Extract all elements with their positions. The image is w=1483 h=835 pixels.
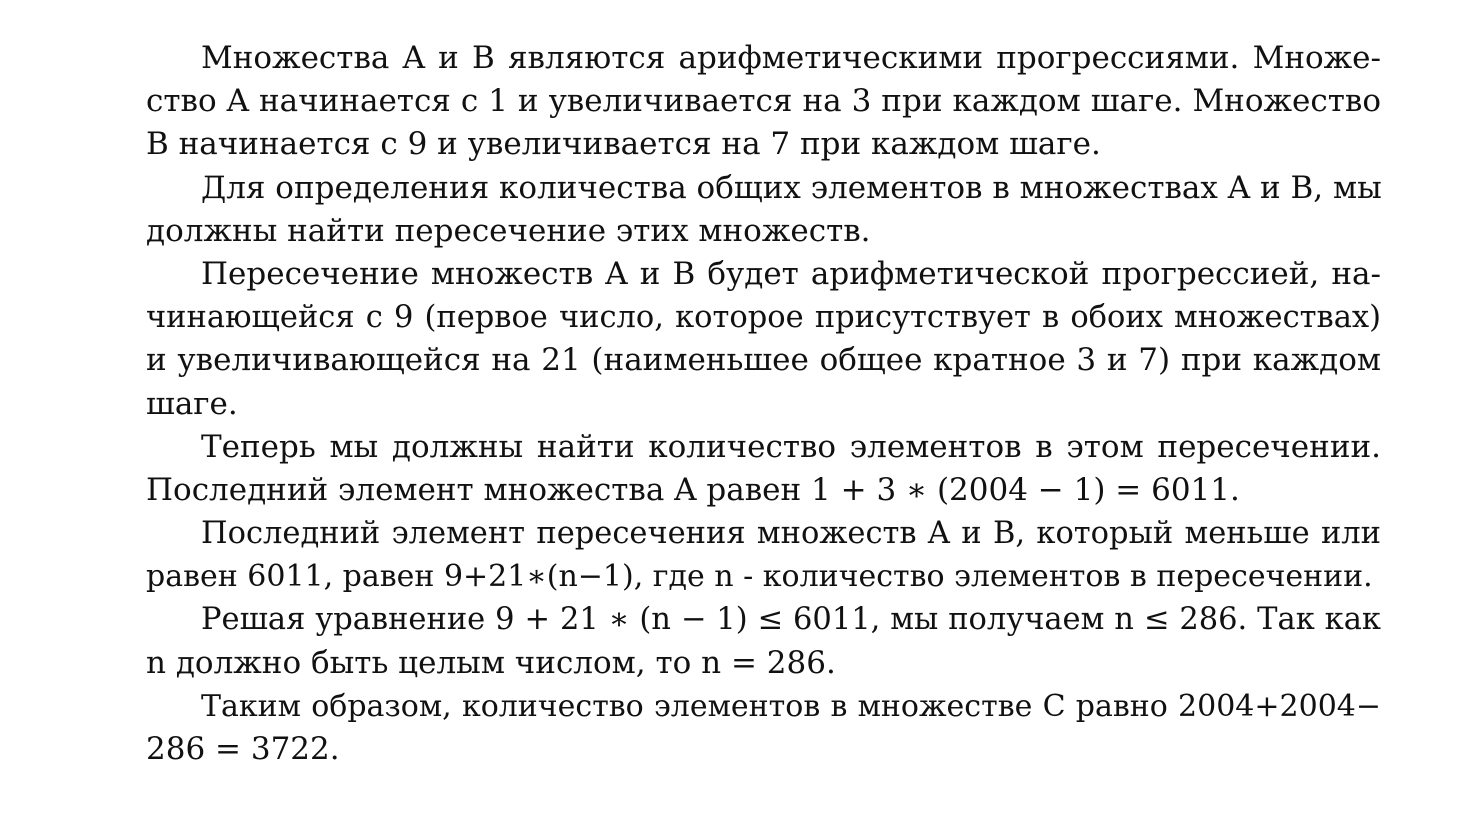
text-line: Для определения количества общих элементов в множествах A и B, мы xyxy=(201,169,1382,206)
text-line: 286 = 3722. xyxy=(146,731,340,767)
text-line: B начинается с 9 и увеличивается на 7 при каждом шаге. xyxy=(146,126,1101,163)
text-line: чинающейся с 9 (первое число, которое присутствует в обоих множествах) xyxy=(146,300,1381,336)
text-line: равен 6011, равен 9+21∗(n−1), где n - количество элементов в пересечении. xyxy=(146,559,1373,595)
text-line: Пересечение множеств A и B будет арифметической прогрессией, на- xyxy=(201,255,1381,292)
text-line: должны найти пересечение этих множеств. xyxy=(146,212,871,249)
text-line: ство A начинается с 1 и увеличивается на 3 при каждом шаге. Множество xyxy=(146,83,1381,120)
text-line: Решая уравнение 9 + 21 ∗ (n − 1) ≤ 6011, мы получаем n ≤ 286. Так как xyxy=(201,602,1381,638)
paragraph-5 xyxy=(146,512,1381,598)
text-line: шаге. xyxy=(146,385,238,422)
paragraph-2 xyxy=(146,167,1381,253)
text-line: Таким образом, количество элементов в множестве C равно 2004+2004− xyxy=(201,688,1381,724)
paragraph-4 xyxy=(146,426,1381,512)
document-page xyxy=(146,37,1381,771)
text-line: Теперь мы должны найти количество элементов в этом пересечении. xyxy=(201,428,1381,465)
paragraph-3 xyxy=(146,253,1381,426)
text-line: Множества A и B являются арифметическими прогрессиями. Множе- xyxy=(201,40,1381,76)
text-line: и увеличивающейся на 21 (наименьшее общее кратное 3 и 7) при каждом xyxy=(146,342,1381,379)
text-line: Последний элемент пересечения множеств A и B, который меньше или xyxy=(201,516,1381,552)
text-line: Последний элемент множества A равен 1 + 3 ∗ (2004 − 1) = 6011. xyxy=(146,471,1240,508)
text-line: n должно быть целым числом, то n = 286. xyxy=(146,644,836,681)
paragraph-7 xyxy=(146,685,1381,771)
paragraph-6 xyxy=(146,598,1381,684)
paragraph-1 xyxy=(146,37,1381,167)
